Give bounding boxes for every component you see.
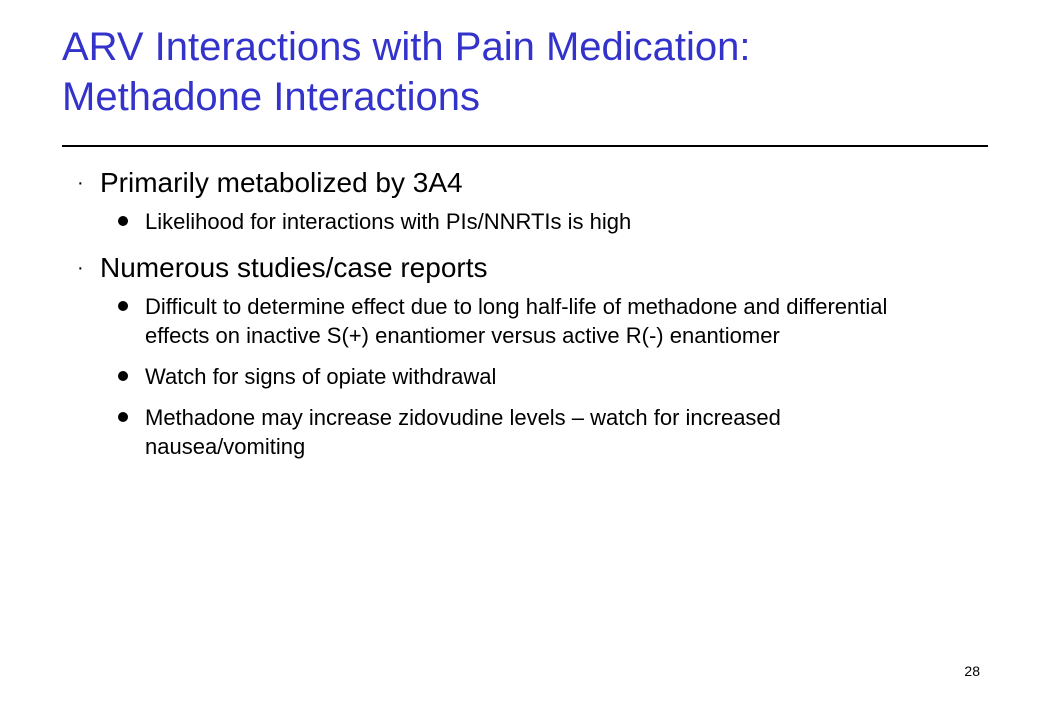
sub-bullet-item — [145, 362, 930, 391]
slide-title-line-1: ARV Interactions with Pain Medication: — [62, 25, 751, 69]
sub-bullet-list — [100, 207, 930, 236]
sub-bullet-text: Methadone may increase zidovudine levels – watch for increased nausea/vomiting — [145, 405, 781, 459]
bullet-marker-icon: · — [77, 172, 84, 194]
slide-title-line-2: Methadone Interactions — [62, 75, 481, 119]
dot-bullet-icon — [118, 412, 128, 422]
bullet-marker-icon: · — [77, 257, 84, 279]
page-number: 28 — [964, 663, 980, 679]
bullet-text: Primarily metabolized by 3A4 — [100, 167, 463, 198]
sub-bullet-text: Difficult to determine effect due to long half-life of methadone and differential effects on inactive S(+) enantiomer versus active R(-) enantiomer — [145, 294, 888, 348]
sub-bullet-item — [145, 403, 930, 461]
dot-bullet-icon — [118, 371, 128, 381]
title-divider — [62, 145, 988, 147]
sub-bullet-item — [145, 207, 930, 236]
bullet-list — [77, 163, 930, 473]
sub-bullet-item — [145, 292, 930, 350]
slide-title — [62, 22, 982, 122]
sub-bullet-list — [100, 292, 930, 461]
bullet-item-2 — [77, 248, 930, 461]
bullet-text: Numerous studies/case reports — [100, 252, 488, 283]
dot-bullet-icon — [118, 216, 128, 226]
bullet-item-1 — [77, 163, 930, 236]
sub-bullet-text: Watch for signs of opiate withdrawal — [145, 364, 497, 389]
sub-bullet-text: Likelihood for interactions with PIs/NNRTIs is high — [145, 209, 632, 234]
dot-bullet-icon — [118, 301, 128, 311]
